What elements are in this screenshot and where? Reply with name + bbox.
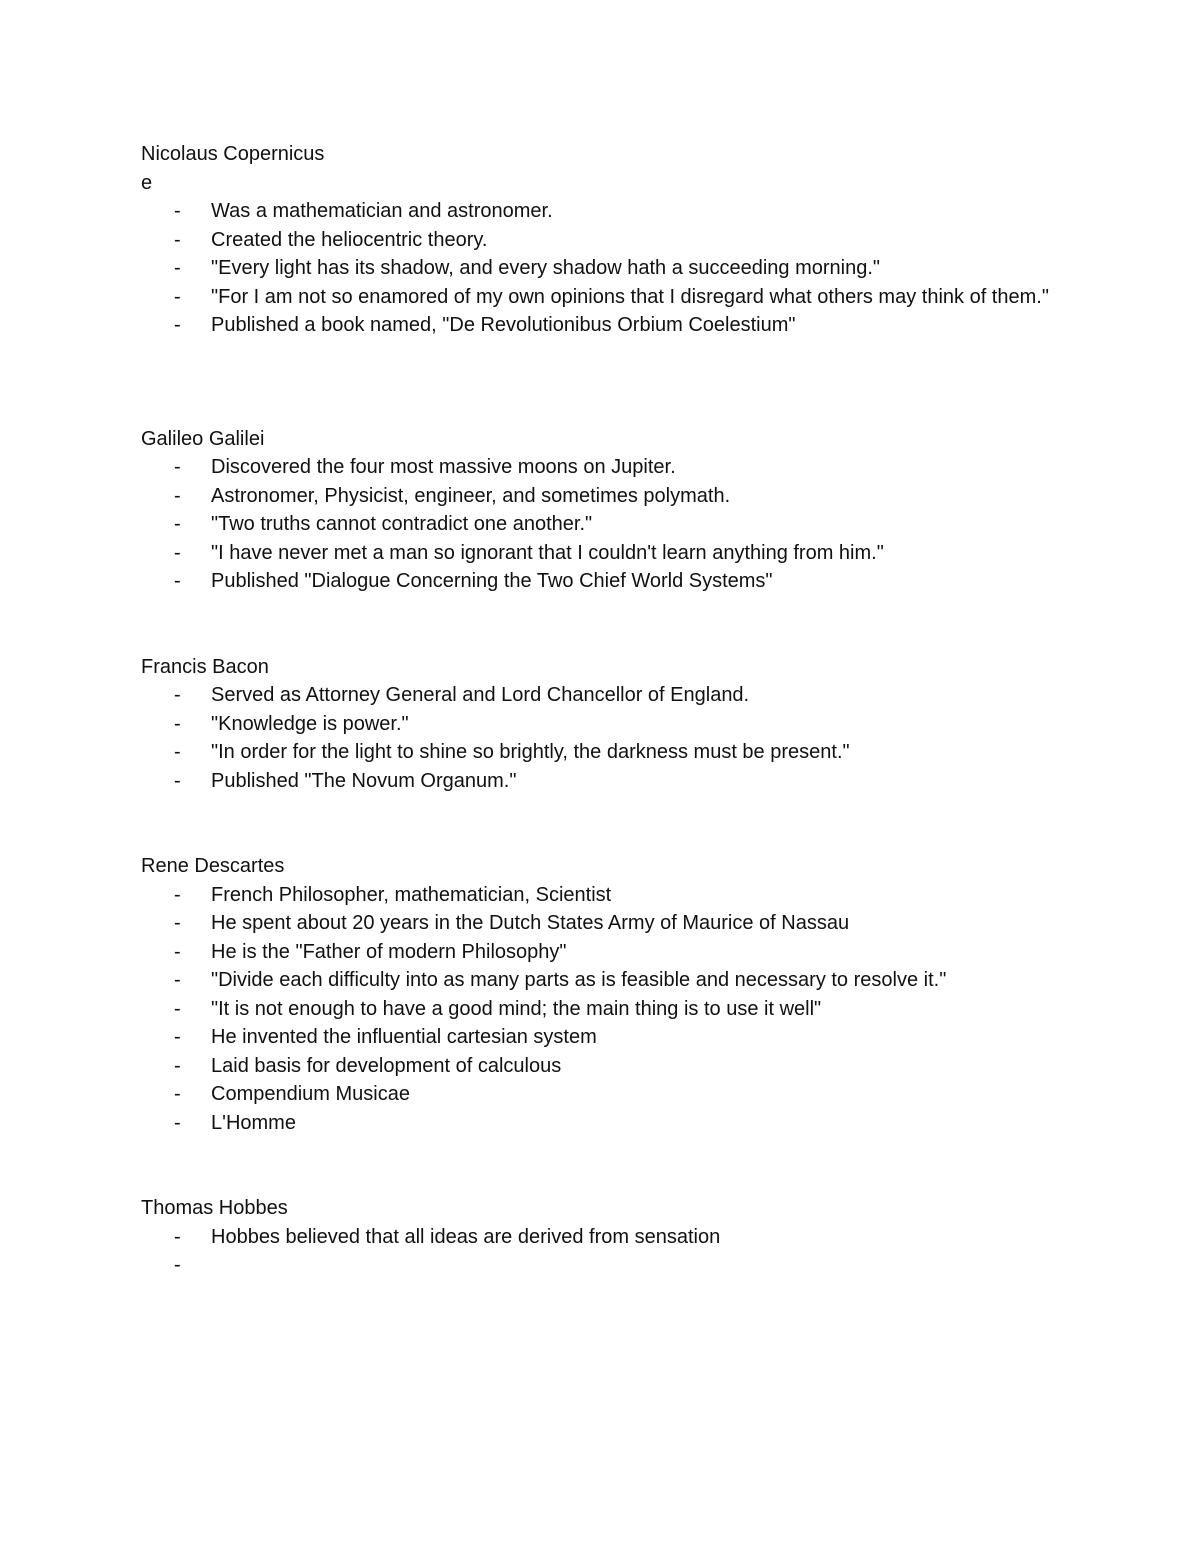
bullet-dash: -: [174, 769, 181, 792]
list-item: [141, 226, 1061, 255]
section-heading: Galileo Galilei: [141, 427, 265, 450]
list-item-text: Hobbes believed that all ideas are derived from sensation: [211, 1225, 721, 1248]
list-item: [141, 254, 1061, 283]
list-item: [141, 567, 1061, 596]
list-item: [141, 909, 1061, 938]
section-spacer: [141, 795, 1061, 852]
bullet-dash: -: [174, 570, 181, 592]
list-item-empty: [141, 1251, 1061, 1280]
list-item: [141, 966, 1061, 995]
list-item: [141, 710, 1061, 739]
section-hobbes: [141, 1194, 1061, 1280]
list-item-text: "Two truths cannot contradict one another.": [211, 513, 593, 535]
bullet-dash: -: [174, 883, 181, 906]
bullet-dash: -: [174, 285, 181, 308]
section-copernicus: [141, 140, 1061, 340]
list-item-text: Published "Dialogue Concerning the Two Chief World Systems": [211, 570, 773, 592]
section-heading: Francis Bacon: [141, 655, 269, 678]
bullet-list: [141, 881, 1061, 1138]
section-spacer: [141, 596, 1061, 653]
bullet-dash: -: [174, 228, 181, 251]
bullet-dash: -: [174, 940, 181, 963]
bullet-dash: -: [174, 1026, 181, 1048]
list-item: [141, 453, 1061, 482]
list-item-text: Served as Attorney General and Lord Chancellor of England.: [211, 684, 750, 706]
list-item: [141, 197, 1061, 226]
list-item: [141, 1052, 1061, 1081]
section-bacon: [141, 653, 1061, 796]
list-item-text: He invented the influential cartesian system: [211, 1026, 597, 1048]
list-item-text: He spent about 20 years in the Dutch States Army of Maurice of Nassau: [211, 912, 850, 934]
bullet-dash: -: [174, 513, 181, 535]
document-page: [141, 140, 1061, 1280]
list-item: [141, 1080, 1061, 1109]
stray-text-line: e: [141, 171, 153, 194]
section-spacer: [141, 1137, 1061, 1194]
bullet-dash: -: [174, 741, 181, 763]
list-item: [141, 510, 1061, 539]
bullet-dash: -: [174, 1083, 181, 1105]
list-item-text: Astronomer, Physicist, engineer, and sometimes polymath.: [211, 484, 731, 507]
section-galileo: [141, 425, 1061, 596]
list-item: [141, 311, 1061, 340]
list-item: [141, 938, 1061, 967]
bullet-dash: -: [174, 1254, 181, 1276]
list-item: [141, 767, 1061, 796]
list-item-text: Discovered the four most massive moons on Jupiter.: [211, 456, 676, 478]
section-heading: Nicolaus Copernicus: [141, 143, 325, 165]
section-heading: Rene Descartes: [141, 855, 285, 877]
section-heading: Thomas Hobbes: [141, 1197, 288, 1219]
bullet-dash: -: [174, 912, 181, 934]
bullet-dash: -: [174, 541, 181, 564]
bullet-list: [141, 1223, 1061, 1280]
list-item: [141, 738, 1061, 767]
list-item: [141, 1223, 1061, 1252]
list-item-text: L'Homme: [211, 1111, 296, 1134]
list-item: [141, 283, 1061, 312]
list-item-text: He is the "Father of modern Philosophy": [211, 940, 567, 963]
section-spacer: [141, 340, 1061, 425]
list-item-text: "In order for the light to shine so brightly, the darkness must be present.": [211, 741, 850, 763]
list-item-text: Compendium Musicae: [211, 1083, 410, 1105]
bullet-dash: -: [174, 456, 181, 478]
list-item-text: "Every light has its shadow, and every shadow hath a succeeding morning.": [211, 257, 881, 279]
list-item-text: Laid basis for development of calculous: [211, 1054, 562, 1077]
bullet-dash: -: [174, 1054, 181, 1077]
bullet-list: [141, 453, 1061, 596]
list-item: [141, 539, 1061, 568]
list-item-text: French Philosopher, mathematician, Scientist: [211, 883, 612, 906]
list-item-text: "It is not enough to have a good mind; the main thing is to use it well": [211, 997, 822, 1020]
bullet-dash: -: [174, 314, 181, 336]
bullet-dash: -: [174, 1225, 181, 1248]
list-item-text: Published "The Novum Organum.": [211, 769, 517, 792]
bullet-dash: -: [174, 484, 181, 507]
list-item-text: "I have never met a man so ignorant that I couldn't learn anything from him.": [211, 541, 884, 564]
bullet-dash: -: [174, 969, 181, 991]
list-item: [141, 1023, 1061, 1052]
bullet-list: [141, 197, 1061, 340]
list-item: [141, 681, 1061, 710]
list-item: [141, 881, 1061, 910]
section-descartes: [141, 852, 1061, 1137]
list-item-text: "Knowledge is power.": [211, 712, 409, 735]
list-item: [141, 1109, 1061, 1138]
list-item-text: "Divide each difficulty into as many parts as is feasible and necessary to resolve it.": [211, 969, 947, 991]
list-item-text: "For I am not so enamored of my own opinions that I disregard what others may think of them.": [211, 285, 1049, 308]
list-item-text: Published a book named, "De Revolutionibus Orbium Coelestium": [211, 314, 796, 336]
bullet-dash: -: [174, 712, 181, 735]
bullet-dash: -: [174, 200, 181, 222]
bullet-dash: -: [174, 1111, 181, 1134]
list-item-text: Created the heliocentric theory.: [211, 228, 488, 251]
list-item: [141, 482, 1061, 511]
list-item: [141, 995, 1061, 1024]
bullet-list: [141, 681, 1061, 795]
bullet-dash: -: [174, 684, 181, 706]
list-item-text: Was a mathematician and astronomer.: [211, 200, 553, 222]
bullet-dash: -: [174, 997, 181, 1020]
bullet-dash: -: [174, 257, 181, 279]
